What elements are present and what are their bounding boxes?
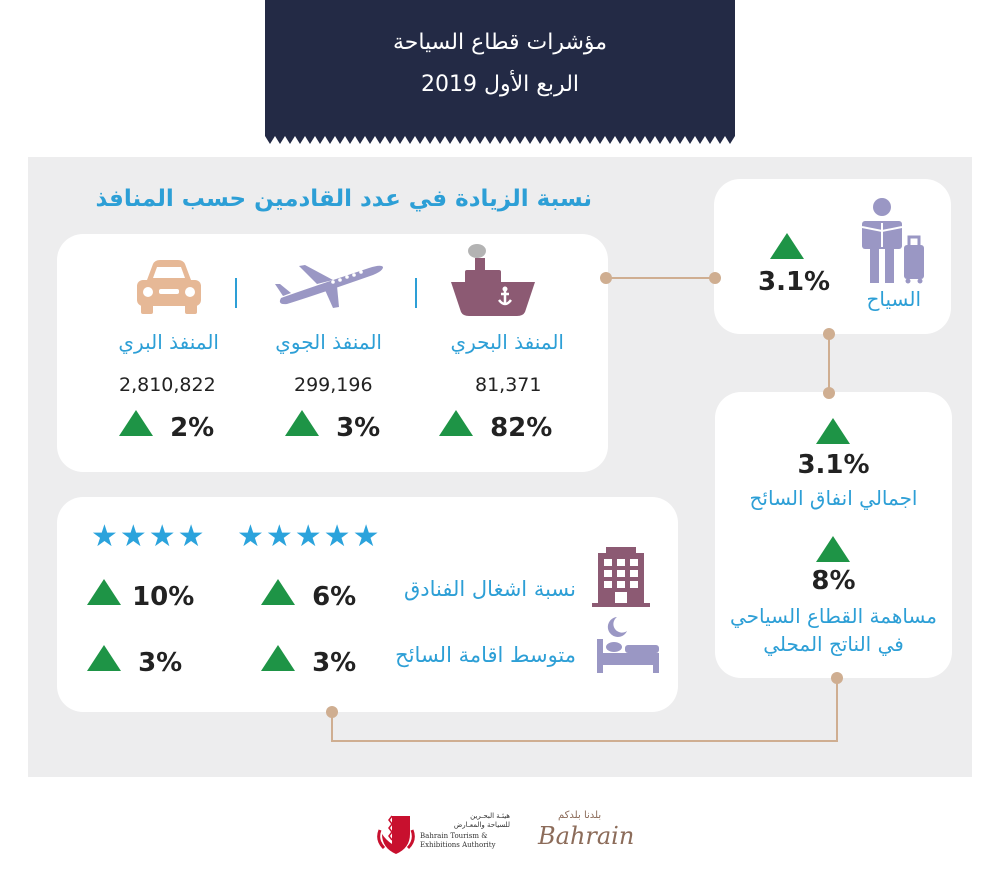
up-arrow-icon bbox=[770, 233, 804, 259]
occupancy-four-star: 10% bbox=[87, 579, 194, 612]
connector-dot bbox=[823, 387, 835, 399]
up-arrow-icon bbox=[261, 579, 295, 605]
connector-line bbox=[836, 678, 838, 742]
land-count: 2,810,822 bbox=[119, 374, 216, 396]
up-arrow-icon bbox=[439, 410, 473, 436]
arrivals-title: نسبة الزيادة في عدد القادمين حسب المنافذ bbox=[95, 186, 592, 212]
connector-dot bbox=[709, 272, 721, 284]
four-star-rating: ★★★★ bbox=[91, 519, 207, 554]
sea-change: 82% bbox=[439, 410, 552, 443]
tourists-change: 3.1% bbox=[758, 267, 831, 297]
airplane-icon bbox=[273, 260, 385, 310]
tourist-icon bbox=[856, 197, 926, 285]
banner-zigzag bbox=[265, 134, 735, 146]
stay-label: متوسط اقامة السائح bbox=[395, 643, 576, 667]
connector-dot bbox=[326, 706, 338, 718]
tourists-label: السياح bbox=[866, 287, 921, 311]
connector-dot bbox=[831, 672, 843, 684]
spending-gdp-card bbox=[715, 392, 952, 678]
sea-label: المنفذ البحري bbox=[450, 330, 564, 354]
sea-count: 81,371 bbox=[475, 374, 542, 396]
gdp-label-line1: مساهمة القطاع السياحي bbox=[729, 604, 938, 628]
air-count: 299,196 bbox=[294, 374, 373, 396]
bte-text: هيئـة البحـرين للسياحة والمعـارض bbox=[453, 812, 510, 829]
ship-icon bbox=[449, 242, 539, 318]
tagline-ar: بلدنا بلدكم bbox=[558, 810, 602, 821]
five-star-rating: ★★★★★ bbox=[237, 519, 382, 554]
connector-line bbox=[331, 740, 838, 742]
header-period: الربع الأول 2019 bbox=[420, 72, 580, 97]
gdp-label-line2: في الناتج المحلي bbox=[763, 632, 904, 656]
car-icon bbox=[133, 258, 205, 316]
up-arrow-icon bbox=[119, 410, 153, 436]
land-change: 2% bbox=[119, 410, 214, 443]
hotel-building-icon bbox=[592, 547, 650, 607]
hotels-card bbox=[57, 497, 678, 712]
up-arrow-icon bbox=[816, 418, 850, 444]
connector-dot bbox=[600, 272, 612, 284]
occupancy-label: نسبة اشغال الفنادق bbox=[404, 577, 576, 601]
occupancy-five-star: 6% bbox=[261, 579, 356, 612]
connector-line bbox=[606, 277, 718, 279]
land-label: المنفذ البري bbox=[118, 330, 219, 354]
connector-dot bbox=[823, 328, 835, 340]
spending-label: اجمالي انفاق السائح bbox=[749, 486, 918, 510]
up-arrow-icon bbox=[285, 410, 319, 436]
header-title: مؤشرات قطاع السياحة bbox=[392, 30, 608, 55]
gdp-change: 8% bbox=[811, 566, 856, 596]
spending-change: 3.1% bbox=[797, 450, 870, 480]
bte-text-en: Bahrain Tourism & Exhibitions Authority bbox=[420, 832, 496, 849]
separator bbox=[235, 278, 237, 308]
up-arrow-icon bbox=[87, 645, 121, 671]
stay-four-star: 3% bbox=[87, 645, 182, 678]
arrivals-card bbox=[57, 234, 608, 472]
air-change: 3% bbox=[285, 410, 380, 443]
tourists-card bbox=[714, 179, 951, 334]
up-arrow-icon bbox=[816, 536, 850, 562]
bed-moon-icon bbox=[597, 615, 659, 675]
connector-line bbox=[828, 334, 830, 392]
header-banner bbox=[265, 0, 735, 136]
separator bbox=[415, 278, 417, 308]
up-arrow-icon bbox=[87, 579, 121, 605]
bahrain-crest-icon bbox=[376, 810, 416, 856]
bahrain-brand-logo: Bahrain bbox=[538, 822, 635, 850]
bte-logo bbox=[376, 810, 416, 860]
air-label: المنفذ الجوي bbox=[275, 330, 382, 354]
stay-five-star: 3% bbox=[261, 645, 356, 678]
up-arrow-icon bbox=[261, 645, 295, 671]
